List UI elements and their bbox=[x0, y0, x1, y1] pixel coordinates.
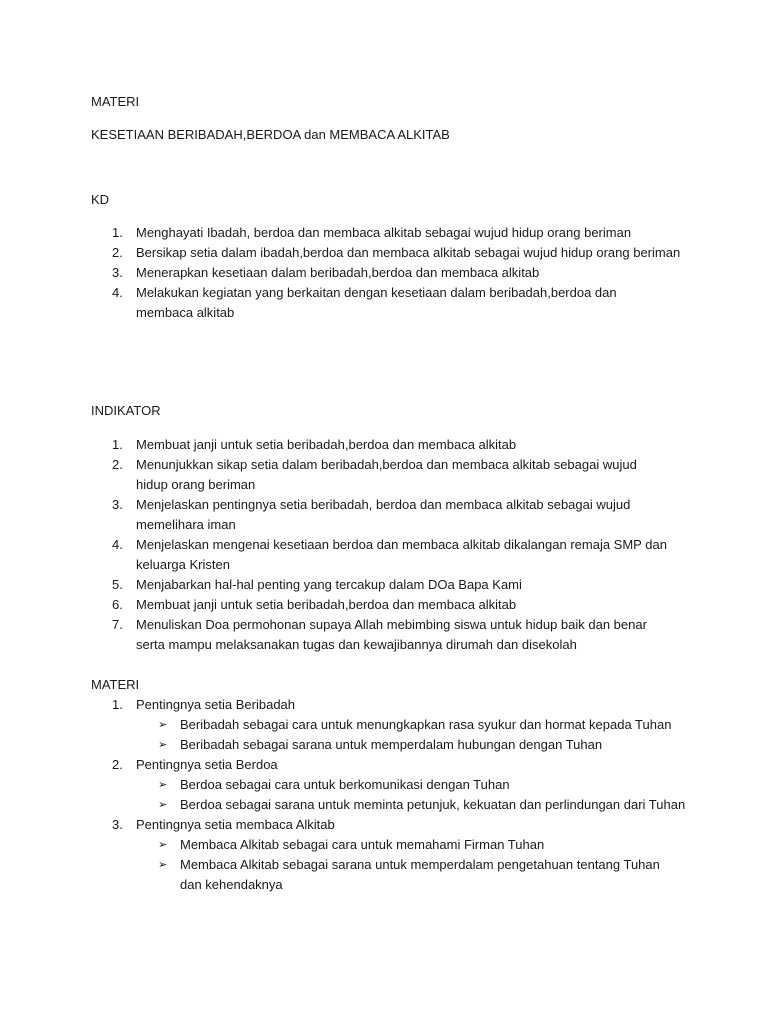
materi-section-item bbox=[112, 755, 692, 775]
list-text: Membuat janji untuk setia beribadah,berdoa dan membaca alkitab bbox=[136, 597, 517, 612]
list-text: Menjelaskan pentingnya setia beribadah, berdoa dan membaca alkitab sebagai wujud memelihara iman bbox=[136, 497, 631, 532]
indikator-list-item bbox=[112, 455, 672, 495]
arrow-bullet-icon: ➢ bbox=[158, 719, 168, 731]
kd-list-item bbox=[112, 263, 692, 283]
bullet-item bbox=[158, 795, 718, 815]
bullet-item bbox=[158, 855, 678, 895]
list-number: 1. bbox=[112, 225, 123, 240]
list-text: Menunjukkan sikap setia dalam beribadah,berdoa dan membaca alkitab sebagai wujud hidup orang beriman bbox=[136, 457, 637, 492]
arrow-bullet-icon: ➢ bbox=[158, 799, 168, 811]
list-text: Melakukan kegiatan yang berkaitan dengan kesetiaan dalam beribadah,berdoa dan membaca alkitab bbox=[136, 285, 617, 320]
list-number: 5. bbox=[112, 577, 123, 592]
list-number: 4. bbox=[112, 537, 123, 552]
bullet-text: Beribadah sebagai cara untuk menungkapkan rasa syukur dan hormat kepada Tuhan bbox=[180, 717, 672, 732]
list-number: 1. bbox=[112, 437, 123, 452]
list-number: 2. bbox=[112, 245, 123, 260]
list-text: Menjabarkan hal-hal penting yang tercakup dalam DOa Bapa Kami bbox=[136, 577, 522, 592]
kd-heading: KD bbox=[91, 192, 110, 207]
list-number: 1. bbox=[112, 697, 123, 712]
section-title: Pentingnya setia membaca Alkitab bbox=[136, 817, 335, 832]
bullet-item bbox=[158, 835, 688, 855]
indikator-list-item bbox=[112, 575, 692, 595]
bullet-text: Berdoa sebagai cara untuk berkomunikasi dengan Tuhan bbox=[180, 777, 510, 792]
kd-list-item bbox=[112, 223, 692, 243]
arrow-bullet-icon: ➢ bbox=[158, 859, 168, 871]
kd-list-item bbox=[112, 283, 672, 323]
list-text: Menjelaskan mengenai kesetiaan berdoa dan membaca alkitab dikalangan remaja SMP dan keluarga Kristen bbox=[136, 537, 667, 572]
list-number: 7. bbox=[112, 617, 123, 632]
materi-heading: MATERI bbox=[91, 94, 140, 109]
indikator-heading: INDIKATOR bbox=[91, 403, 161, 418]
list-number: 3. bbox=[112, 265, 123, 280]
list-text: Menerapkan kesetiaan dalam beribadah,berdoa dan membaca alkitab bbox=[136, 265, 540, 280]
arrow-bullet-icon: ➢ bbox=[158, 839, 168, 851]
kd-list-item bbox=[112, 243, 692, 263]
list-number: 3. bbox=[112, 497, 123, 512]
bullet-item bbox=[158, 715, 688, 735]
indikator-list-item bbox=[112, 495, 652, 535]
list-text: Menghayati Ibadah, berdoa dan membaca alkitab sebagai wujud hidup orang beriman bbox=[136, 225, 632, 240]
bullet-item bbox=[158, 775, 688, 795]
arrow-bullet-icon: ➢ bbox=[158, 739, 168, 751]
bullet-text: Membaca Alkitab sebagai cara untuk memahami Firman Tuhan bbox=[180, 837, 545, 852]
indikator-list-item bbox=[112, 595, 692, 615]
indikator-list-item bbox=[112, 535, 672, 575]
materi-section-item bbox=[112, 695, 692, 715]
bullet-text: Membaca Alkitab sebagai sarana untuk memperdalam pengetahuan tentang Tuhan dan kehendaknya bbox=[180, 857, 660, 892]
bullet-item bbox=[158, 735, 688, 755]
indikator-list-item bbox=[112, 435, 692, 455]
section-title: Pentingnya setia Beribadah bbox=[136, 697, 296, 712]
document-title: KESETIAAN BERIBADAH,BERDOA dan MEMBACA ALKITAB bbox=[91, 127, 450, 142]
section-title: Pentingnya setia Berdoa bbox=[136, 757, 278, 772]
materi-section-item bbox=[112, 815, 692, 835]
arrow-bullet-icon: ➢ bbox=[158, 779, 168, 791]
list-text: Membuat janji untuk setia beribadah,berdoa dan membaca alkitab bbox=[136, 437, 517, 452]
bullet-text: Berdoa sebagai sarana untuk meminta petunjuk, kekuatan dan perlindungan dari Tuhan bbox=[180, 797, 686, 812]
list-text: Menuliskan Doa permohonan supaya Allah mebimbing siswa untuk hidup baik dan benar serta mampu melaksanakan tugas dan kewajibannya dirumah dan disekolah bbox=[136, 617, 647, 652]
indikator-list-item bbox=[112, 615, 672, 655]
list-text: Bersikap setia dalam ibadah,berdoa dan membaca alkitab sebagai wujud hidup orang beriman bbox=[136, 245, 681, 260]
bullet-text: Beribadah sebagai sarana untuk memperdalam hubungan dengan Tuhan bbox=[180, 737, 603, 752]
list-number: 3. bbox=[112, 817, 123, 832]
list-number: 2. bbox=[112, 457, 123, 472]
list-number: 2. bbox=[112, 757, 123, 772]
list-number: 4. bbox=[112, 285, 123, 300]
materi-section-heading: MATERI bbox=[91, 677, 140, 692]
list-number: 6. bbox=[112, 597, 123, 612]
